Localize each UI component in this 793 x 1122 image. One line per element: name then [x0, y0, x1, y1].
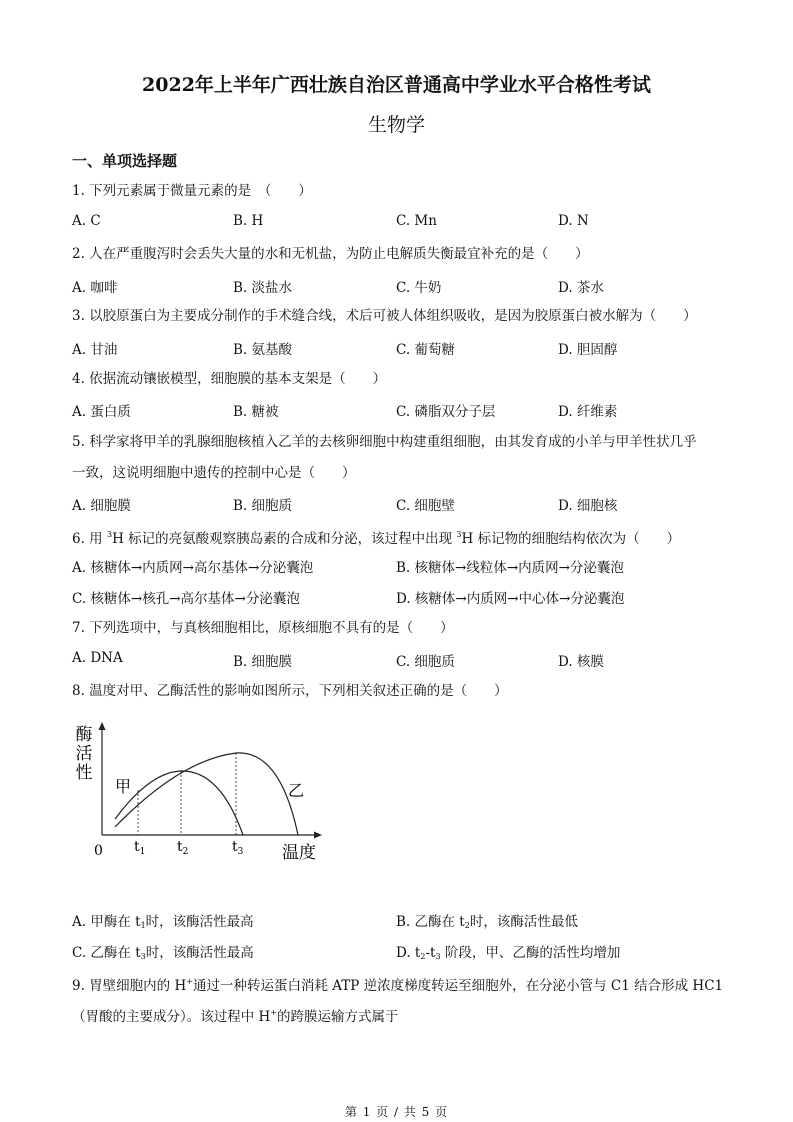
isotope-superscript: 3 — [106, 530, 113, 539]
tick-t3: $t_3$ — [232, 839, 244, 857]
question-4-stem: 4. 依据流动镶嵌模型，细胞膜的基本支架是（ ） — [72, 371, 387, 387]
tick-t1: $t_1$ — [134, 839, 146, 857]
origin-label: 0 — [94, 843, 103, 859]
question-2-option-c: C. 牛奶 — [396, 280, 442, 296]
page-number: 第 1 页 / 共 5 页 — [344, 1105, 449, 1119]
question-6-option-b: B. 核糖体→线粒体→内质网→分泌囊泡 — [396, 560, 624, 576]
question-8-option-c: C. 乙酶在 $t_3$时，该酶活性最高 — [72, 945, 254, 961]
question-3-option-c: C. 葡萄糖 — [396, 342, 455, 358]
exam-subject: 生物学 — [367, 114, 425, 136]
question-7-option-b: B. 细胞膜 — [233, 654, 293, 670]
curve-jia-label: 甲 — [115, 777, 132, 796]
question-9-stem-line-1: 9. 胃壁细胞内的 H+通过一种转运蛋白消耗 ATP 逆浓度梯度转运至细胞外，在分泌小管与 C1 结合形成 HC1 — [72, 977, 724, 994]
enzyme-activity-figure — [60, 710, 350, 870]
question-7-option-c: C. 细胞质 — [396, 654, 455, 670]
question-8-option-d: D. $t_2-t_3$ 阶段，甲、乙酶的活性均增加 — [396, 945, 621, 961]
stem-text: H 标记的亮氨酸观察胰岛素的合成和分泌，该过程中出现 — [112, 531, 457, 547]
curve-jia — [115, 771, 243, 835]
question-5-stem-line-1: 5. 科学家将甲羊的乳腺细胞核植入乙羊的去核卵细胞中构建重组细胞，由其发育成的小羊与甲羊性状几乎 — [72, 434, 697, 450]
question-2-option-a: A. 咖啡 — [72, 280, 118, 296]
question-5-option-c: C. 细胞壁 — [396, 498, 455, 514]
y-axis-arrow-icon — [99, 722, 106, 730]
question-6-stem — [72, 525, 680, 549]
question-1-option-a: A. C — [72, 213, 101, 229]
tick-t2: $t_2$ — [177, 839, 189, 857]
question-8-stem: 8. 温度对甲、乙酶活性的影响如图所示，下列相关叙述正确的是（ ） — [72, 683, 508, 699]
question-5-option-b: B. 细胞质 — [233, 498, 293, 514]
stem-text: 6. 用 — [72, 531, 107, 547]
question-4-option-c: C. 磷脂双分子层 — [396, 404, 496, 420]
x-axis-label: 温度 — [282, 843, 316, 863]
question-1-option-c: C. Mn — [396, 213, 437, 229]
y-axis-label — [76, 725, 93, 783]
question-7-option-a: A. DNA — [72, 650, 123, 666]
question-3-stem: 3. 以胶原蛋白为主要成分制作的手术缝合线，术后可被人体组织吸收，是因为胶原蛋白被水解为（ ） — [72, 308, 697, 324]
isotope-superscript: 3 — [456, 530, 462, 539]
question-3-option-d: D. 胆固醇 — [558, 342, 618, 358]
stem-text: H 标记物的细胞结构依次为（ ） — [461, 531, 681, 547]
question-1-stem: 1. 下列元素属于微量元素的是 （ ） — [72, 183, 312, 199]
question-1-option-d: D. N — [558, 213, 589, 229]
curve-yi — [115, 753, 298, 835]
question-6-option-c: C. 核糖体→核孔→高尔基体→分泌囊泡 — [72, 591, 300, 607]
question-6-option-d: D. 核糖体→内质网→中心体→分泌囊泡 — [396, 591, 625, 607]
question-6-option-a: A. 核糖体→内质网→高尔基体→分泌囊泡 — [72, 560, 314, 576]
question-7-stem: 7. 下列选项中，与真核细胞相比，原核细胞不具有的是（ ） — [72, 620, 454, 636]
svg-text:酶: 酶 — [75, 725, 93, 745]
question-2-option-b: B. 淡盐水 — [233, 280, 293, 296]
question-4-option-a: A. 蛋白质 — [72, 404, 131, 420]
question-8-option-b: B. 乙酶在 $t_2$时，该酶活性最低 — [396, 914, 578, 930]
svg-text:活: 活 — [75, 744, 93, 764]
x-axis-arrow-icon — [314, 832, 322, 839]
question-9-stem-line-2: （胃酸的主要成分）。该过程中 H+的跨膜运输方式属于 — [72, 1008, 399, 1025]
question-4-option-b: B. 糖被 — [233, 404, 279, 420]
question-7-option-d: D. 核膜 — [558, 654, 604, 670]
question-2-option-d: D. 茶水 — [558, 280, 604, 296]
question-5-option-a: A. 细胞膜 — [72, 498, 131, 514]
svg-text:性: 性 — [75, 763, 93, 783]
question-5-option-d: D. 细胞核 — [558, 498, 618, 514]
question-3-option-b: B. 氨基酸 — [233, 342, 293, 358]
section-heading: 一、单项选择题 — [72, 152, 178, 170]
question-1-option-b: B. H — [233, 213, 264, 229]
question-5-stem-line-2: 一致，这说明细胞中遗传的控制中心是（ ） — [72, 465, 356, 481]
curve-yi-label: 乙 — [288, 781, 305, 800]
exam-title: 2022年上半年广西壮族自治区普通高中学业水平合格性考试 — [142, 74, 651, 96]
question-8-option-a: A. 甲酶在 $t_1$时，该酶活性最高 — [72, 914, 254, 930]
question-3-option-a: A. 甘油 — [72, 342, 118, 358]
question-2-stem: 2. 人在严重腹泻时会丢失大量的水和无机盐，为防止电解质失衡最宜补充的是（ ） — [72, 246, 589, 262]
question-4-option-d: D. 纤维素 — [558, 404, 618, 420]
